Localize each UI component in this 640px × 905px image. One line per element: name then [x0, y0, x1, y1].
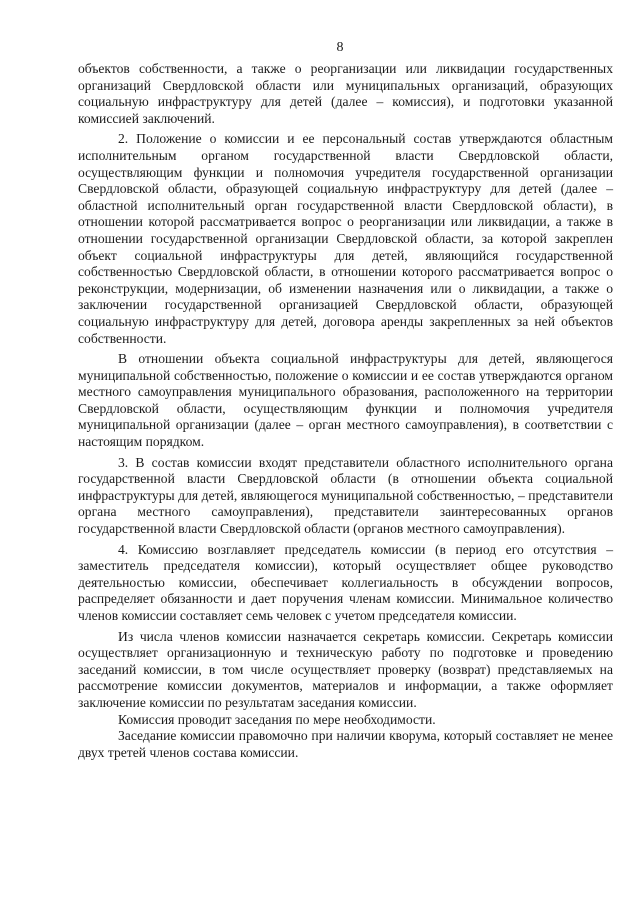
paragraph-continuation: объектов собственности, а также о реорганизации или ликвидации государственных организаций Свердловской области или муниципальных организаций, образующих социальную инфраструктуру для детей (далее – комиссия), и подготовки указанной комиссией заключений.: [78, 61, 613, 126]
document-body: [78, 61, 613, 761]
paragraph-item-4: 4. Комиссию возглавляет председатель комиссии (в период его отсутствия – заместитель председателя комиссии), который осуществляет общее руководство деятельностью комиссии, обеспечивает коллегиальность в обсуждении вопросов, распределяет обязанности и дает поручения членам комиссии. Минимальное количество членов комиссии составляет семь человек с учетом председателя комиссии.: [78, 541, 613, 623]
paragraph-item-3: 3. В состав комиссии входят представители областного исполнительного органа государственной власти Свердловской области (в отношении объекта социальной инфраструктуры для детей, являющегося муниципальной собственностью, – представители органа местного самоуправления), представители заинтересованных органов государственной власти Свердловской области (органов местного самоуправления).: [78, 454, 613, 537]
paragraph-municipal-property: В отношении объекта социальной инфраструктуры для детей, являющегося муниципальной собственностью, положение о комиссии и ее состав утверждаются органом местного самоуправления муниципального образования, расположенного на территории Свердловской области, осуществляющим функции и полномочия учредителя муниципальной организации (далее – орган местного самоуправления), в соответствии с настоящим порядком.: [78, 351, 613, 450]
paragraph-quorum: Заседание комиссии правомочно при наличии кворума, который составляет не менее двух третей членов состава комиссии.: [78, 728, 613, 760]
paragraph-item-2: 2. Положение о комиссии и ее персональный состав утверждаются областным исполнительным органом государственной власти Свердловской области, осуществляющим функции и полномочия учредителя государственной организации Свердловской области, образующей социальную инфраструктуру для детей (далее – областной исполнительный орган государственной власти Свердловской области), в отношении которой рассматривается вопрос о реорганизации или ликвидации, а также в отношении государственной организации Свердловской области, за которой закреплен объект социальной инфраструктуры для детей, являющийся государственной собственностью Свердловской области, в отношении которого рассматривается вопрос о реконструкции, модернизации, об изменении назначения или о ликвидации, а также о заключении государственной организацией Свердловской области, образующей социальную инфраструктуру для детей, договора аренды закрепленных за ней объектов собственности.: [78, 131, 613, 346]
paragraph-meetings: Комиссия проводит заседания по мере необходимости.: [118, 711, 436, 727]
page-number: 8: [336, 40, 344, 55]
paragraph-secretary: Из числа членов комиссии назначается секретарь комиссии. Секретарь комиссии осуществляет организационную и техническую работу по подготовке и проведению заседаний комиссии, в том числе осуществляет проверку (возврат) представляемых на рассмотрение комиссии документов, материалов и информации, а также оформляет заключение комиссии по результатам заседания комиссии.: [78, 628, 613, 710]
